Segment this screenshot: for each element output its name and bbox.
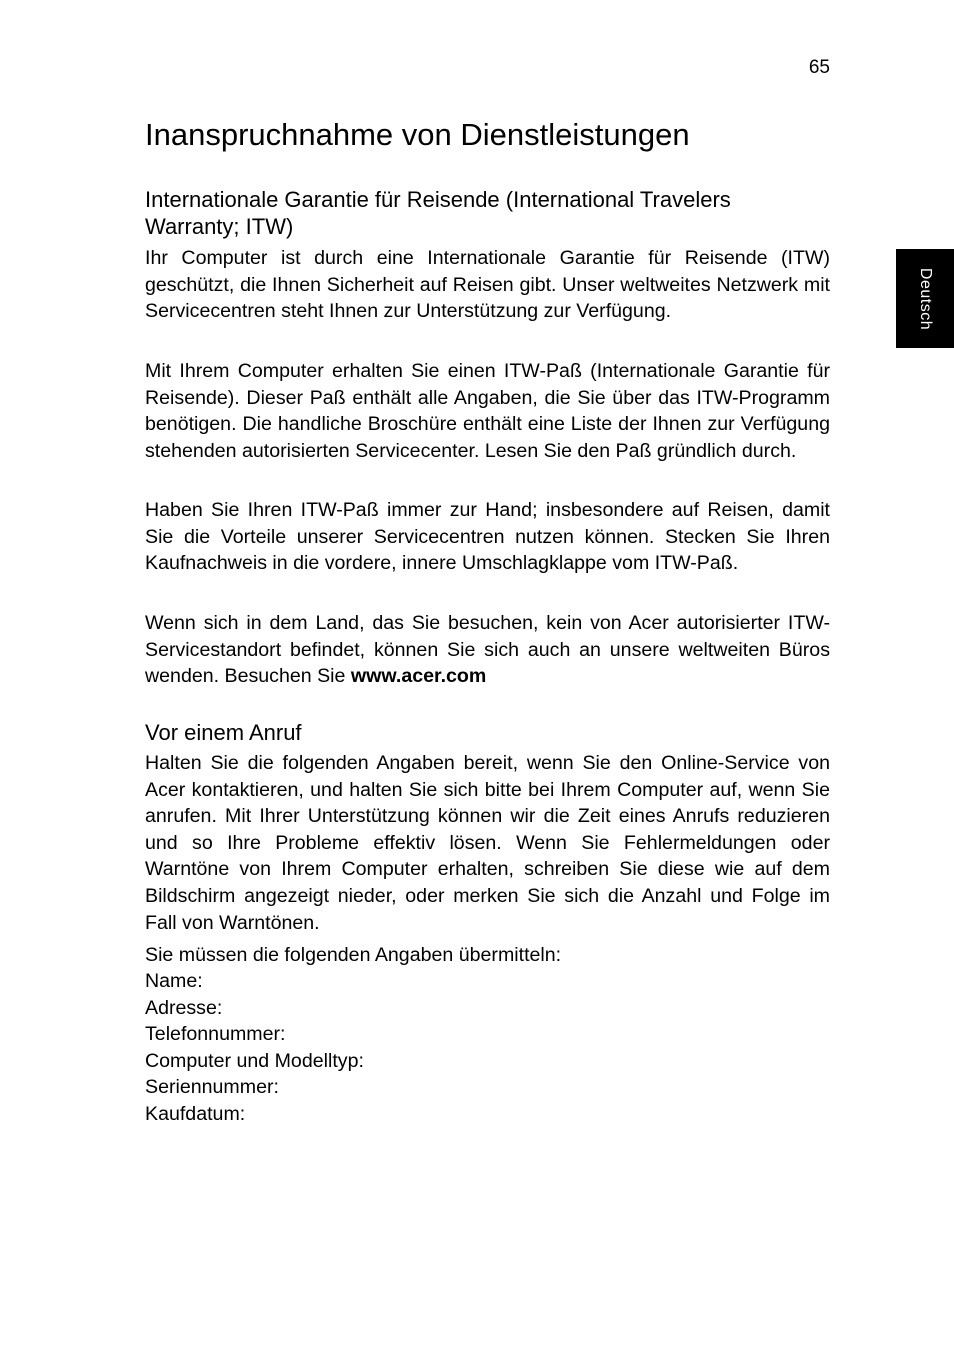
call-section-title: Vor einem Anruf	[145, 720, 302, 745]
list-item: Kaufdatum:	[145, 1102, 246, 1125]
call-paragraph: Halten Sie die folgenden Angaben bereit, wenn Sie den Online-Service von Acer kontaktieren, und halten Sie sich bitte bei Ihrem Computer auf, wenn Sie anrufen. Mit Ihrer Unterstützung können wir die Zeit eines Anrufs reduzieren und so Ihre Probleme effektiv lösen. Wenn Sie Fehlermeldungen oder Warntöne von Ihrem Computer erhalten, schreiben Sie diese wie auf dem Bildschirm angezeigt nieder, oder merken Sie sich die Anzahl und Folge im Fall von Warntönen.	[145, 752, 830, 934]
itw-paragraph-4-text: Wenn sich in dem Land, das Sie besuchen, kein von Acer autorisierter ITW-Servicestandort befindet, können Sie sich auch an unsere weltweiten Büros wenden. Besuchen Sie	[145, 612, 830, 688]
page-number: 65	[808, 57, 830, 78]
list-item: Adresse:	[145, 996, 223, 1019]
acer-website-link[interactable]: www.acer.com	[350, 665, 487, 688]
list-item: Telefonnummer:	[145, 1023, 286, 1046]
itw-paragraph-2: Mit Ihrem Computer erhalten Sie einen ITW-Paß (Internationale Garantie für Reisende). Dieser Paß enthält alle Angaben, die Sie über das ITW-Programm benötigen. Die handliche Broschüre enthält eine Liste der Ihnen zur Verfügung stehenden autorisierten Servicecenter. Lesen Sie den Paß gründlich durch.	[145, 360, 830, 462]
required-info-list	[145, 968, 830, 1128]
list-item: Name:	[145, 970, 203, 992]
call-info-intro: Sie müssen die folgenden Angaben übermitteln:	[145, 944, 562, 966]
page-title: Inanspruchnahme von Dienstleistungen	[145, 117, 690, 152]
itw-paragraph-1: Ihr Computer ist durch eine Internationale Garantie für Reisende (ITW) geschützt, die Ihnen Sicherheit auf Reisen gibt. Unser weltweites Netzwerk mit Servicecentren steht Ihnen zur Unterstützung zur Verfügung.	[145, 247, 830, 323]
itw-paragraph-4	[145, 610, 830, 690]
itw-paragraph-3: Haben Sie Ihren ITW-Paß immer zur Hand; insbesondere auf Reisen, damit Sie die Vorteile unserer Servicecentren nutzen können. Stecken Sie Ihren Kaufnachweis in die vordere, innere Umschlagklappe vom ITW-Paß.	[145, 499, 830, 575]
list-item: Computer und Modelltyp:	[145, 1049, 364, 1072]
language-tab	[896, 249, 954, 348]
language-tab-label: Deutsch	[917, 267, 934, 330]
itw-section-title: Internationale Garantie für Reisende (International Travelers Warranty; ITW)	[145, 187, 731, 239]
list-item: Seriennummer:	[145, 1076, 279, 1099]
